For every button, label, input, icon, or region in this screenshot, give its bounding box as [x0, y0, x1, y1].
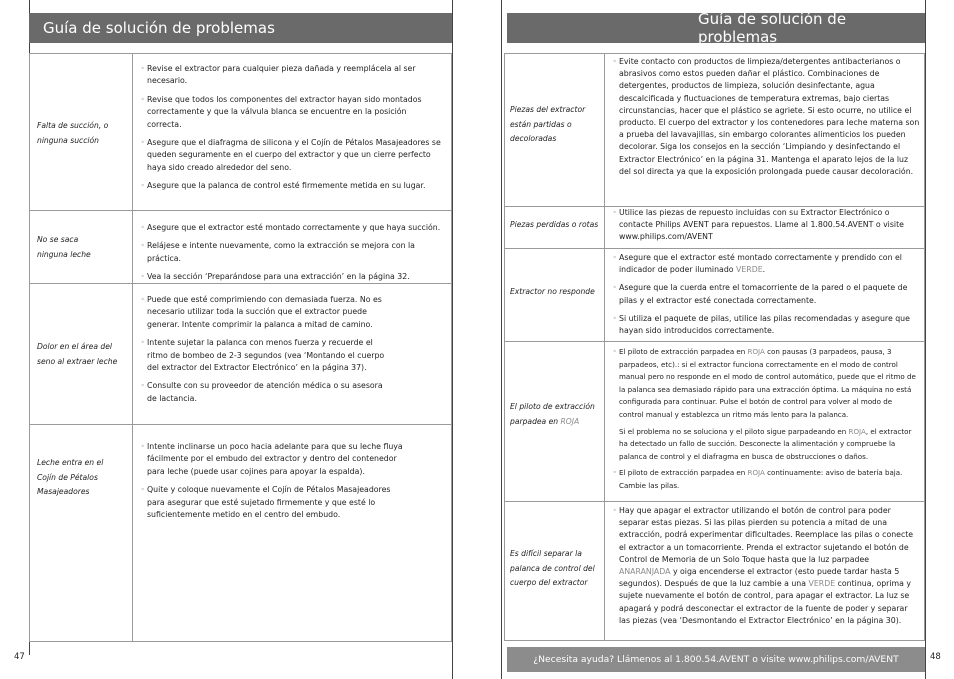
- list-item: ◦ Evite contacto con productos de limpieza/detergentes antibacterianos o abrasivos como estos pueden dañar el plástico. Combinaciones de detergentes, productos de limpieza, solución desinfectante, agua descalcificada y fluctuaciones de temperatura extremas, bajo ciertas circunstancias, hacer que el plástico se agriete. Si esto ocurre, no utilice el producto. El cuerpo del extractor y los contenedores para leche materna son a prueba del lavavajillas, sin embargo colorantes alimenticios los pueden decolorar. Siga los consejos en la sección ‘Limpiando y desinfectando el Extractor Electrónico’ en la página 31. Mantenga el aparato lejos de la luz del sol directa ya que la exposición prolongada puede causar decoloración.: [613, 57, 920, 176]
- list-item: ◦ Asegure que el extractor esté montado correctamente y que haya succión.: [141, 223, 441, 232]
- right-row-1-items: [610, 56, 920, 184]
- list-item: ◦ Si utiliza el paquete de pilas, utilice las pilas recomendadas y asegure que hayan sido introducidos correctamente.: [613, 313, 910, 336]
- left-row-4-label: Leche entra en el Cojín de Pétalos Masajeadores: [37, 458, 104, 496]
- left-row-3-items: [138, 294, 388, 411]
- list-item: Si el problema no se soluciona y el piloto sigue parpadeando en ROJA, el extractor ha detectado un fallo de succión. Desconecte la alimentación y compruebe la palanca de control y el diafragma en busca de obstrucciones o daños.: [619, 426, 912, 461]
- list-item: ◦ Relájese e intente nuevamente, como la extracción se mejora con la práctica.: [141, 241, 415, 263]
- list-item: ◦ Revise el extractor para cualquier pieza dañada y reemplácela al ser necesario.: [141, 64, 416, 86]
- left-row-3-label: Dolor en el área del seno al extraer leche: [37, 342, 118, 366]
- list-item: ◦ Quite y coloque nuevamente el Cojín de Pétalos Masajeadores para asegurar que esté sujetado firmemente y que esté lo suficientemente metido en el centro del embudo.: [141, 485, 391, 520]
- list-item: ◦ Utilice las piezas de repuesto incluidas con su Extractor Electrónico o contacte Philips AVENT para repuestos. Llame al 1.800.54.AVENT o visite www.philips.com/AVENT: [613, 208, 904, 242]
- right-margin-line: [925, 0, 926, 679]
- list-item: ◦ Asegure que el extractor esté montado correctamente y prendido con el indicador de poder iluminado VERDE.: [613, 253, 902, 275]
- right-row-2-items: [610, 207, 910, 250]
- right-row-4-items: [610, 346, 918, 497]
- list-item: ◦ Asegure que la cuerda entre el tomacorriente de la pared o el paquete de pilas y el extractor esté conectada correctamente.: [613, 283, 908, 305]
- right-row-1-label: Piezas del extractor están partidas o decoloradas: [510, 105, 586, 143]
- status-color-word: ROJA: [560, 416, 580, 426]
- right-row-3-items: [610, 252, 920, 343]
- left-row-1-items: [138, 63, 443, 199]
- list-item: ◦ Vea la sección ‘Preparándose para una extracción’ en la página 32.: [141, 272, 410, 282]
- right-row-5-items: [610, 505, 918, 633]
- left-row-2-items: [138, 222, 448, 290]
- left-row-1-label: Falta de succión, o ninguna succión: [37, 121, 109, 145]
- left-row-4-items: [138, 441, 408, 527]
- list-item: ◦ Puede que esté comprimiendo con demasiada fuerza. No es necesario utilizar toda la succión que el extractor puede generar. Intente comprimir la palanca a mitad de camino.: [141, 295, 382, 329]
- list-item: ◦ Hay que apagar el extractor utilizando el botón de control para poder separar estas piezas. Si las pilas pierden su potencia a mitad de una extracción, podrá experimentar dificultades. Reemplace las pilas o conecte el extractor a un tomacorriente. Prenda el extractor sujetando el botón de Control de Memoria de un Solo Toque hasta que la luz parpadee ANARANJADA y oiga encenderse el extractor (esto puede tardar hasta 5 segundos). Después de que la luz cambie a una VERDE continua, oprima y sujete nuevamente el botón de control, para apagar el extractor. La luz se apagará y podrá desconectar el extractor de la fuente de poder y separar las piezas (vea ‘Desmontando el Extractor Electrónico’ en la página 30).: [613, 506, 914, 625]
- left-row-2-label: No se saca ninguna leche: [37, 235, 91, 259]
- right-page-title: Guía de solución de problemas: [698, 10, 847, 46]
- right-header-banner: [507, 10, 925, 46]
- list-item: ◦ Intente sujetar la palanca con menos fuerza y recuerde el ritmo de bombeo de 2-3 segundos (vea ‘Montando el cuerpo del extractor del Extractor Electrónico’ en la página 37).: [141, 338, 385, 373]
- list-item: ◦ Asegure que el diafragma de silicona y el Cojín de Pétalos Masajeadores se queden seguramente en el cuerpo del extractor y que un cierre perfecto haya sido creado alrededor del seno.: [141, 138, 441, 172]
- list-item: ◦ Consulte con su proveedor de atención médica o su asesora de lactancia.: [141, 381, 383, 403]
- list-item: ◦ Intente inclinarse un poco hacia adelante para que su leche fluya fácilmente por el embudo del extractor y dentro del contenedor para leche (puede usar cojines para apoyar la espalda).: [141, 442, 403, 476]
- left-page-title: Guía de solución de problemas: [43, 19, 275, 37]
- list-item: ◦ Asegure que la palanca de control esté firmemente metida en su lugar.: [141, 181, 426, 191]
- status-color-word: VERDE: [736, 265, 763, 275]
- right-row-2-label: Piezas perdidas o rotas: [510, 220, 599, 229]
- list-item: ◦ El piloto de extracción parpadea en ROJA con pausas (3 parpadeos, pausa, 3 parpadeos, etc).: si el extractor funciona correctamente en el modo de control manual pero no responde en el modo de control automático, puede que el ritmo de la palanca sea demasiado rápido para una extracción óptima. La máquina no está configurada para continuar. Pulse el botón de control para volver al modo de control manual y establezca un ritmo más lento para la palanca.: [613, 347, 916, 419]
- right-page-number: 48: [930, 652, 941, 662]
- left-gutter-line: [452, 0, 453, 679]
- right-gutter-line: [501, 0, 502, 679]
- list-item: ◦ El piloto de extracción parpadea en ROJA continuamente: aviso de batería baja. Cambie las pilas.: [613, 468, 903, 490]
- left-header-banner: [29, 13, 452, 43]
- list-item: ◦ Revise que todos los componentes del extractor hayan sido montados correctamente y que la válvula blanca se encuentre en la posición correcta.: [141, 94, 422, 129]
- right-row-5-label: Es difícil separar la palanca de control del cuerpo del extractor: [510, 549, 595, 587]
- help-footer-banner: [507, 647, 925, 672]
- right-row-3-label: Extractor no responde: [510, 287, 595, 296]
- help-footer-text: ¿Necesita ayuda? Llámenos al 1.800.54.AVENT o visite www.philips.com/AVENT: [533, 654, 899, 665]
- left-page-number: 47: [14, 652, 25, 662]
- right-row-4-label: El piloto de extracción parpadea en ROJA: [510, 402, 595, 426]
